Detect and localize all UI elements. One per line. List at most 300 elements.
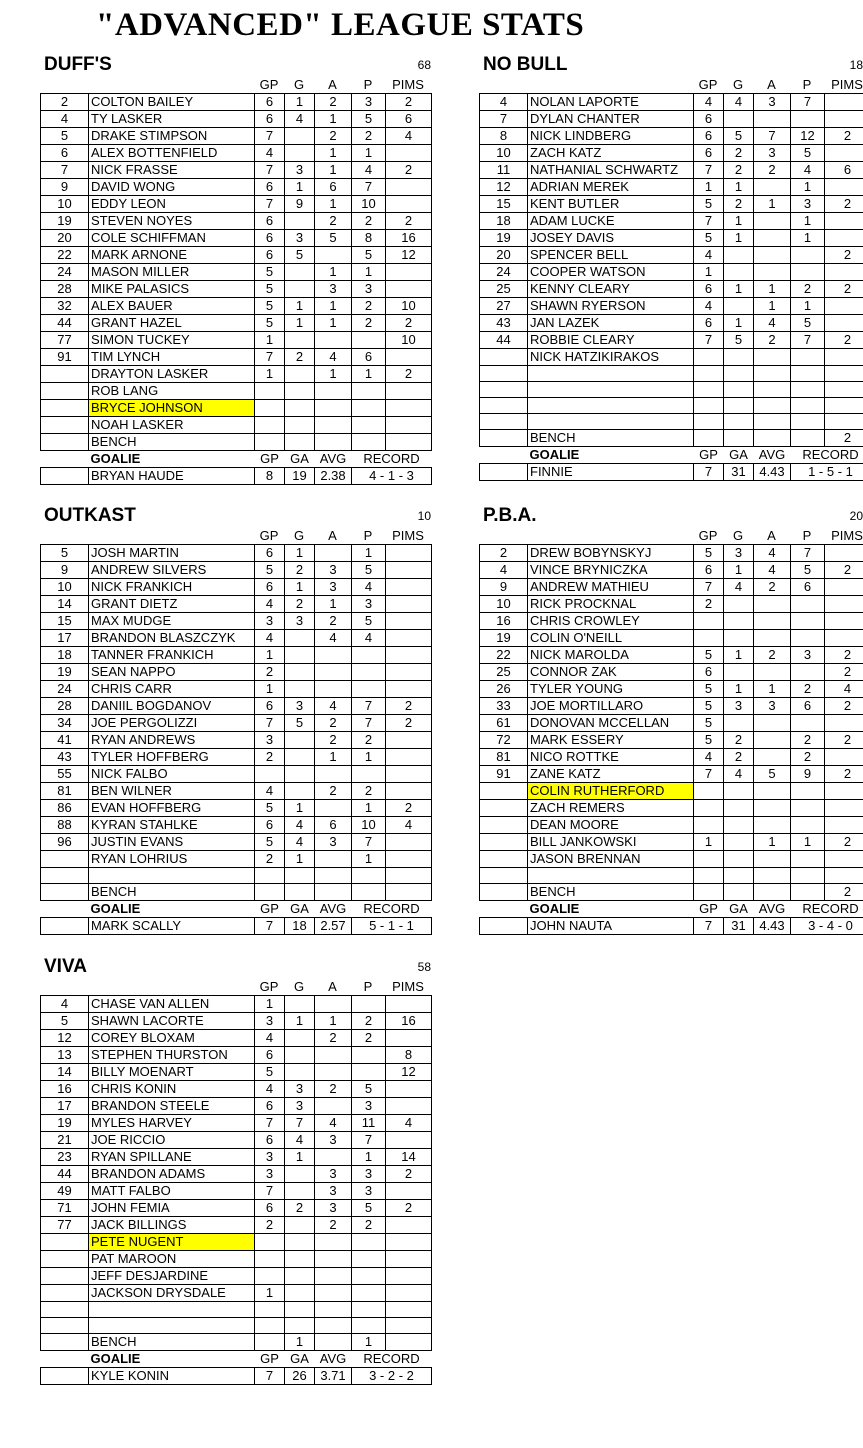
goalie-blank	[41, 468, 89, 485]
player-number: 18	[480, 213, 528, 230]
player-p: 1	[352, 800, 386, 817]
player-row	[41, 315, 432, 332]
player-gp	[694, 430, 724, 447]
player-g: 1	[285, 1013, 315, 1030]
player-gp: 1	[255, 1285, 285, 1302]
player-a: 1	[315, 162, 352, 179]
player-number: 14	[41, 1064, 89, 1081]
player-name: BEN WILNER	[89, 783, 255, 800]
player-gp: 2	[255, 1217, 285, 1234]
player-name: ALEX BOTTENFIELD	[89, 145, 255, 162]
player-g: 2	[285, 562, 315, 579]
player-row	[41, 1115, 432, 1132]
player-number: 2	[480, 545, 528, 562]
player-gp: 4	[255, 783, 285, 800]
player-gp: 5	[694, 732, 724, 749]
goalie-name: BRYAN HAUDE	[89, 468, 255, 485]
goalie-ga: 31	[724, 918, 754, 935]
player-a: 1	[315, 264, 352, 281]
player-gp: 7	[255, 1183, 285, 1200]
player-gp: 6	[255, 94, 285, 111]
player-name: ZACH REMERS	[528, 800, 694, 817]
player-name: MARK ARNONE	[89, 247, 255, 264]
player-number: 44	[41, 1166, 89, 1183]
player-p	[791, 398, 825, 414]
player-row	[41, 230, 432, 247]
player-name: TYLER HOFFBERG	[89, 749, 255, 766]
player-a	[315, 1251, 352, 1268]
goalie-gp: 7	[255, 1368, 285, 1385]
player-number: 61	[480, 715, 528, 732]
player-row	[480, 247, 863, 264]
player-gp	[694, 630, 724, 647]
player-a	[754, 664, 791, 681]
player-g	[285, 1166, 315, 1183]
player-name: GRANT HAZEL	[89, 315, 255, 332]
player-g: 1	[724, 281, 754, 298]
player-row	[41, 613, 432, 630]
player-p: 10	[352, 817, 386, 834]
player-gp: 6	[255, 247, 285, 264]
player-pims	[386, 868, 432, 884]
player-p: 1	[352, 749, 386, 766]
player-number: 15	[41, 613, 89, 630]
player-row	[41, 247, 432, 264]
player-a	[754, 783, 791, 800]
player-p: 2	[791, 281, 825, 298]
player-pims: 6	[386, 111, 432, 128]
player-p: 4	[352, 162, 386, 179]
player-number: 55	[41, 766, 89, 783]
player-g: 5	[724, 332, 754, 349]
player-p: 3	[352, 596, 386, 613]
player-a	[315, 884, 352, 901]
player-gp: 3	[255, 732, 285, 749]
team-number: 10	[417, 509, 431, 523]
team-name: P.B.A.	[483, 505, 537, 526]
player-gp: 7	[255, 349, 285, 366]
goalie-row	[480, 464, 863, 481]
player-gp: 2	[255, 851, 285, 868]
player-gp: 6	[255, 1047, 285, 1064]
player-gp: 2	[255, 664, 285, 681]
player-row	[41, 264, 432, 281]
player-g	[285, 1183, 315, 1200]
player-a	[754, 349, 791, 366]
player-p: 3	[791, 196, 825, 213]
player-a	[315, 434, 352, 451]
player-name: MASON MILLER	[89, 264, 255, 281]
player-g	[724, 817, 754, 834]
goalie-record: 1 - 5 - 1	[791, 464, 863, 481]
player-row	[41, 213, 432, 230]
player-p: 1	[791, 230, 825, 247]
goalie-row	[480, 918, 863, 935]
player-p	[352, 434, 386, 451]
player-p: 7	[352, 179, 386, 196]
player-g	[285, 868, 315, 884]
player-a: 1	[315, 1013, 352, 1030]
player-pims	[386, 281, 432, 298]
player-row	[480, 664, 863, 681]
column-header-pims: PIMS	[831, 528, 863, 543]
team-name: DUFF'S	[44, 54, 112, 75]
team-name: VIVA	[44, 956, 87, 977]
player-pims: 2	[386, 315, 432, 332]
player-name: COLIN O'NEILL	[528, 630, 694, 647]
player-pims	[825, 715, 863, 732]
player-pims	[825, 579, 863, 596]
goalie-header-row	[480, 901, 863, 918]
player-number: 6	[41, 145, 89, 162]
player-gp: 4	[694, 94, 724, 111]
player-row	[480, 698, 863, 715]
player-p: 2	[791, 749, 825, 766]
goalie-gp: 7	[694, 918, 724, 935]
player-a: 2	[315, 732, 352, 749]
goalie-avg-header: AVG	[315, 1351, 352, 1368]
player-pims	[386, 647, 432, 664]
player-row	[480, 94, 863, 111]
player-p: 1	[352, 1334, 386, 1351]
player-name: ROBBIE CLEARY	[528, 332, 694, 349]
player-g: 3	[724, 545, 754, 562]
player-gp: 5	[694, 196, 724, 213]
player-pims	[386, 400, 432, 417]
player-pims	[386, 613, 432, 630]
player-number: 32	[41, 298, 89, 315]
goalie-header-blank	[480, 901, 528, 918]
team-number: 58	[417, 960, 431, 974]
player-name: MARK ESSERY	[528, 732, 694, 749]
goalie-record-header: RECORD	[352, 451, 432, 468]
player-a	[315, 1268, 352, 1285]
player-a: 2	[315, 783, 352, 800]
player-name: BILLY MOENART	[89, 1064, 255, 1081]
player-name: VINCE BRYNICZKA	[528, 562, 694, 579]
player-row	[41, 434, 432, 451]
player-number: 43	[41, 749, 89, 766]
player-p: 7	[791, 545, 825, 562]
player-row	[480, 162, 863, 179]
player-a	[315, 996, 352, 1013]
player-name: JACKSON DRYSDALE	[89, 1285, 255, 1302]
player-name: NICK FALBO	[89, 766, 255, 783]
player-g: 2	[724, 162, 754, 179]
player-a: 2	[754, 162, 791, 179]
player-pims	[386, 349, 432, 366]
goalie-gp-header: GP	[694, 447, 724, 464]
player-g	[285, 145, 315, 162]
player-number: 23	[41, 1149, 89, 1166]
player-a: 2	[315, 94, 352, 111]
player-name: RYAN SPILLANE	[89, 1149, 255, 1166]
player-row	[41, 94, 432, 111]
player-pims: 2	[825, 196, 863, 213]
goalie-avg-header: AVG	[754, 901, 791, 918]
player-p: 2	[352, 128, 386, 145]
player-number: 34	[41, 715, 89, 732]
player-pims: 2	[825, 332, 863, 349]
player-number: 11	[480, 162, 528, 179]
player-row	[41, 1098, 432, 1115]
player-number: 22	[480, 647, 528, 664]
player-p: 5	[352, 1200, 386, 1217]
player-p	[791, 613, 825, 630]
player-p: 5	[791, 562, 825, 579]
player-gp: 7	[694, 579, 724, 596]
player-pims	[386, 264, 432, 281]
player-row	[41, 996, 432, 1013]
player-name: MAX MUDGE	[89, 613, 255, 630]
player-row	[480, 884, 863, 901]
goalie-ga-header: GA	[285, 901, 315, 918]
player-g: 3	[285, 698, 315, 715]
player-pims	[825, 315, 863, 332]
player-row	[41, 1064, 432, 1081]
player-number	[41, 434, 89, 451]
player-a	[754, 111, 791, 128]
player-pims	[386, 851, 432, 868]
column-header-p: P	[363, 528, 373, 543]
roster-table	[479, 544, 863, 935]
player-pims: 12	[386, 247, 432, 264]
player-number: 24	[480, 264, 528, 281]
player-p: 2	[352, 732, 386, 749]
player-a: 6	[315, 817, 352, 834]
player-gp: 7	[694, 766, 724, 783]
player-name: JASON BRENNAN	[528, 851, 694, 868]
player-row	[480, 111, 863, 128]
player-number	[41, 1318, 89, 1334]
player-gp: 5	[694, 698, 724, 715]
player-g: 5	[285, 247, 315, 264]
player-a: 1	[315, 315, 352, 332]
player-row	[480, 398, 863, 414]
team-nobull	[479, 54, 863, 494]
goalie-header-row	[41, 901, 432, 918]
column-header-gp: GP	[698, 77, 718, 92]
player-number: 10	[480, 145, 528, 162]
player-g	[724, 414, 754, 430]
player-p	[352, 1234, 386, 1251]
player-a: 2	[315, 1217, 352, 1234]
player-gp: 5	[694, 545, 724, 562]
player-gp	[694, 414, 724, 430]
player-a	[754, 230, 791, 247]
player-row	[41, 366, 432, 383]
player-g: 7	[285, 1115, 315, 1132]
player-number: 77	[41, 332, 89, 349]
player-p	[791, 366, 825, 382]
team-pba	[479, 505, 863, 945]
player-g	[285, 1047, 315, 1064]
player-g: 1	[285, 94, 315, 111]
player-p: 6	[352, 349, 386, 366]
player-a	[754, 800, 791, 817]
player-a	[315, 681, 352, 698]
player-number: 18	[41, 647, 89, 664]
player-name: BILL JANKOWSKI	[528, 834, 694, 851]
player-pims	[386, 732, 432, 749]
player-row	[41, 298, 432, 315]
player-g: 5	[724, 128, 754, 145]
player-p	[791, 630, 825, 647]
goalie-row	[41, 1368, 432, 1385]
player-number: 7	[41, 162, 89, 179]
player-row	[41, 1251, 432, 1268]
player-gp: 4	[255, 1081, 285, 1098]
player-pims	[825, 94, 863, 111]
player-row	[480, 332, 863, 349]
player-pims: 2	[825, 430, 863, 447]
player-row	[41, 1132, 432, 1149]
player-number	[41, 1234, 89, 1251]
player-name: EDDY LEON	[89, 196, 255, 213]
player-a	[754, 264, 791, 281]
player-name: CHASE VAN ALLEN	[89, 996, 255, 1013]
player-row	[480, 749, 863, 766]
player-gp: 6	[255, 213, 285, 230]
player-p	[791, 868, 825, 884]
player-pims: 2	[825, 664, 863, 681]
player-number: 19	[41, 664, 89, 681]
player-a: 2	[315, 128, 352, 145]
player-gp: 7	[255, 196, 285, 213]
player-pims	[386, 1183, 432, 1200]
player-gp: 1	[694, 179, 724, 196]
player-number	[41, 400, 89, 417]
player-p	[791, 783, 825, 800]
player-gp: 6	[694, 145, 724, 162]
player-number	[480, 349, 528, 366]
player-gp: 1	[694, 834, 724, 851]
player-number: 16	[480, 613, 528, 630]
player-number: 5	[41, 545, 89, 562]
player-name: RYAN ANDREWS	[89, 732, 255, 749]
player-pims: 16	[386, 1013, 432, 1030]
player-p	[791, 247, 825, 264]
player-row	[41, 1234, 432, 1251]
player-name: STEPHEN THURSTON	[89, 1047, 255, 1064]
player-row	[41, 749, 432, 766]
player-a	[315, 1285, 352, 1302]
player-name: COLIN RUTHERFORD	[528, 783, 694, 800]
player-gp: 4	[255, 630, 285, 647]
player-g: 9	[285, 196, 315, 213]
player-g	[724, 884, 754, 901]
player-number	[41, 1251, 89, 1268]
player-pims	[825, 398, 863, 414]
player-p: 1	[791, 834, 825, 851]
player-a	[754, 868, 791, 884]
player-name: JAN LAZEK	[528, 315, 694, 332]
player-pims: 10	[386, 332, 432, 349]
player-row	[41, 1081, 432, 1098]
player-row	[480, 281, 863, 298]
player-gp: 4	[255, 145, 285, 162]
player-number	[41, 1302, 89, 1318]
player-name: NATHANIAL SCHWARTZ	[528, 162, 694, 179]
player-p: 5	[352, 247, 386, 264]
player-g	[285, 766, 315, 783]
player-g: 2	[724, 196, 754, 213]
player-pims: 2	[386, 94, 432, 111]
player-number: 44	[480, 332, 528, 349]
player-name: NOLAN LAPORTE	[528, 94, 694, 111]
player-number	[41, 417, 89, 434]
player-g	[285, 417, 315, 434]
player-row	[41, 1217, 432, 1234]
player-row	[41, 1318, 432, 1334]
goalie-row	[41, 468, 432, 485]
player-g	[724, 264, 754, 281]
player-number: 28	[41, 281, 89, 298]
player-a: 2	[315, 613, 352, 630]
player-number: 10	[480, 596, 528, 613]
player-pims: 2	[386, 698, 432, 715]
player-row	[480, 230, 863, 247]
player-a: 3	[315, 579, 352, 596]
player-row	[41, 145, 432, 162]
team-number: 68	[417, 58, 431, 72]
player-number: 20	[480, 247, 528, 264]
player-gp	[255, 1234, 285, 1251]
player-number: 81	[480, 749, 528, 766]
player-name: MIKE PALASICS	[89, 281, 255, 298]
player-row	[480, 196, 863, 213]
player-a	[754, 613, 791, 630]
column-header-a: A	[767, 77, 776, 92]
player-a	[315, 247, 352, 264]
player-g	[285, 434, 315, 451]
player-p: 5	[791, 145, 825, 162]
goalie-ga-header: GA	[724, 901, 754, 918]
player-a: 2	[754, 332, 791, 349]
player-p: 11	[352, 1115, 386, 1132]
player-pims	[825, 545, 863, 562]
player-p: 5	[352, 613, 386, 630]
player-p	[791, 851, 825, 868]
player-a	[315, 545, 352, 562]
player-pims	[386, 1268, 432, 1285]
player-p	[352, 1285, 386, 1302]
player-number	[480, 834, 528, 851]
player-row	[41, 1030, 432, 1047]
player-p: 7	[352, 698, 386, 715]
player-p: 5	[352, 111, 386, 128]
player-row	[41, 630, 432, 647]
player-a: 3	[315, 281, 352, 298]
player-g: 4	[285, 817, 315, 834]
player-pims	[386, 417, 432, 434]
player-p	[791, 817, 825, 834]
player-row	[480, 298, 863, 315]
player-number: 71	[41, 1200, 89, 1217]
player-a	[754, 366, 791, 382]
player-row	[41, 783, 432, 800]
player-a: 1	[754, 834, 791, 851]
player-p: 5	[352, 1081, 386, 1098]
player-gp: 7	[255, 715, 285, 732]
player-gp	[694, 613, 724, 630]
player-name: SEAN NAPPO	[89, 664, 255, 681]
team-number: 18	[849, 58, 863, 72]
player-row	[41, 545, 432, 562]
player-g: 1	[724, 213, 754, 230]
player-name: ALEX BAUER	[89, 298, 255, 315]
player-gp: 6	[255, 1132, 285, 1149]
